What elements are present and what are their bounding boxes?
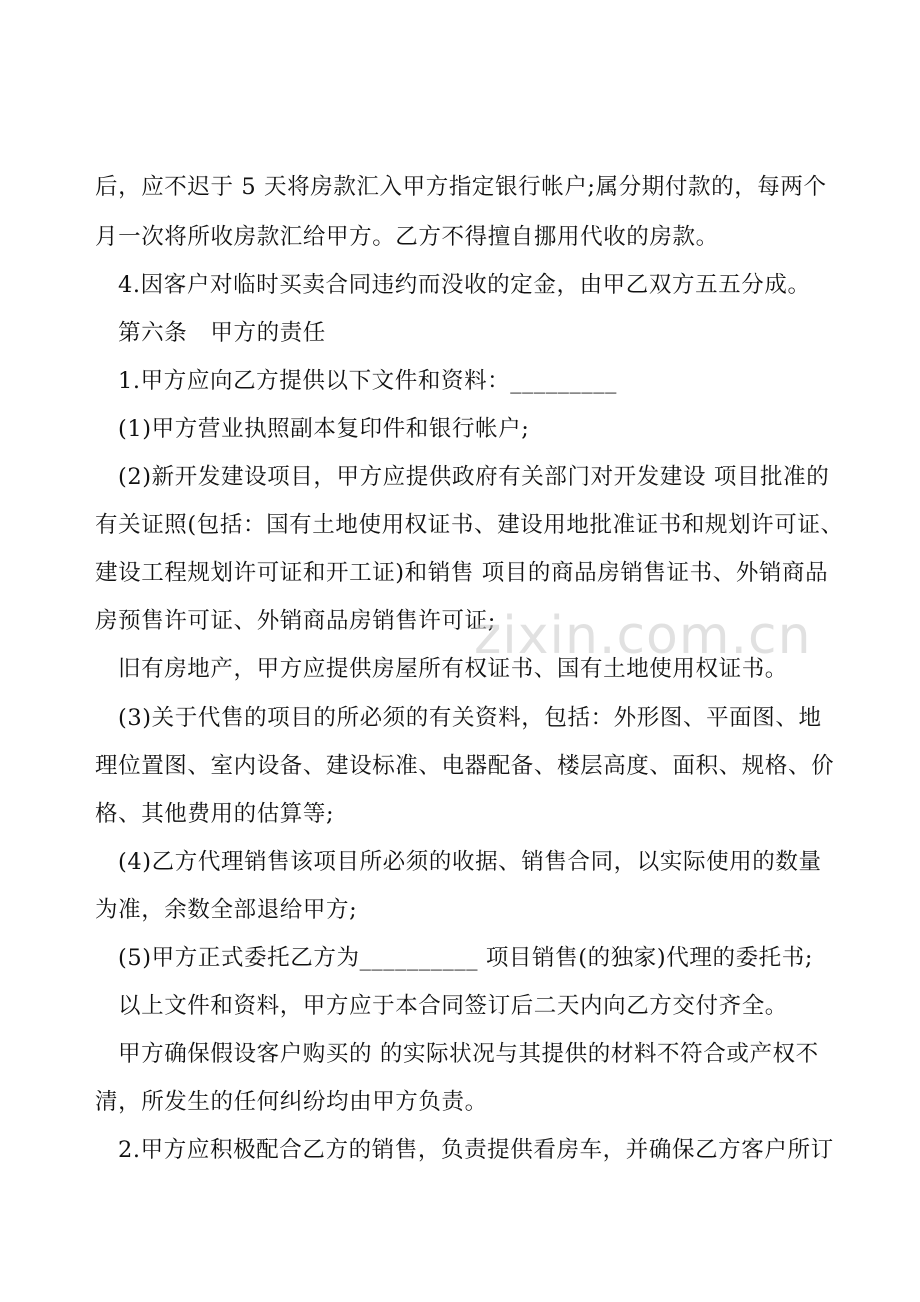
text-line: 清，所发生的任何纠纷均由甲方负责。: [95, 1089, 488, 1115]
section-heading: 第六条 甲方的责任: [118, 320, 326, 346]
text-line: 后，应不迟于 5 天将房款汇入甲方指定银行帐户;属分期付款的，每两个: [95, 174, 827, 200]
text-line: 格、其他费用的估算等;: [95, 801, 335, 827]
text-line: (4)乙方代理销售该项目所必须的收据、销售合同，以实际使用的数量: [118, 849, 822, 875]
text-line: 以上文件和资料，甲方应于本合同签订后二天内向乙方交付齐全。: [118, 993, 788, 1019]
text-line: 房预售许可证、外销商品房销售许可证;: [95, 608, 496, 634]
text-line: 旧有房地产，甲方应提供房屋所有权证书、国有土地使用权证书。: [118, 656, 788, 682]
text-line: (2)新开发建设项目，甲方应提供政府有关部门对开发建设 项目批准的: [118, 464, 830, 490]
watermark: zixin.com.cn: [474, 606, 812, 666]
text-line: 为准，余数全部退给甲方;: [95, 897, 358, 923]
text-line: (5)甲方正式委托乙方为__________ 项目销售(的独家)代理的委托书;: [118, 945, 814, 971]
text-line: 建设工程规划许可证和开工证)和销售 项目的商品房销售证书、外销商品: [95, 560, 829, 586]
text-line: (1)甲方营业执照副本复印件和银行帐户;: [118, 416, 530, 442]
text-line: 月一次将所收房款汇给甲方。乙方不得擅自挪用代收的房款。: [95, 224, 719, 250]
text-line: 1.甲方应向乙方提供以下文件和资料：_________: [118, 368, 617, 394]
text-line: 4.因客户对临时买卖合同违约而没收的定金，由甲乙双方五五分成。: [118, 272, 811, 298]
text-line: 有关证照(包括：国有土地使用权证书、建设用地批准证书和规划许可证、: [95, 512, 844, 538]
text-line: 甲方确保假设客户购买的 的实际状况与其提供的材料不符合或产权不: [118, 1041, 819, 1067]
text-line: 理位置图、室内设备、建设标准、电器配备、楼层高度、面积、规格、价: [95, 753, 835, 779]
text-line: (3)关于代售的项目的所必须的有关资料，包括：外形图、平面图、地: [118, 705, 822, 731]
text-line: 2.甲方应积极配合乙方的销售，负责提供看房车，并确保乙方客户所订: [118, 1137, 834, 1163]
